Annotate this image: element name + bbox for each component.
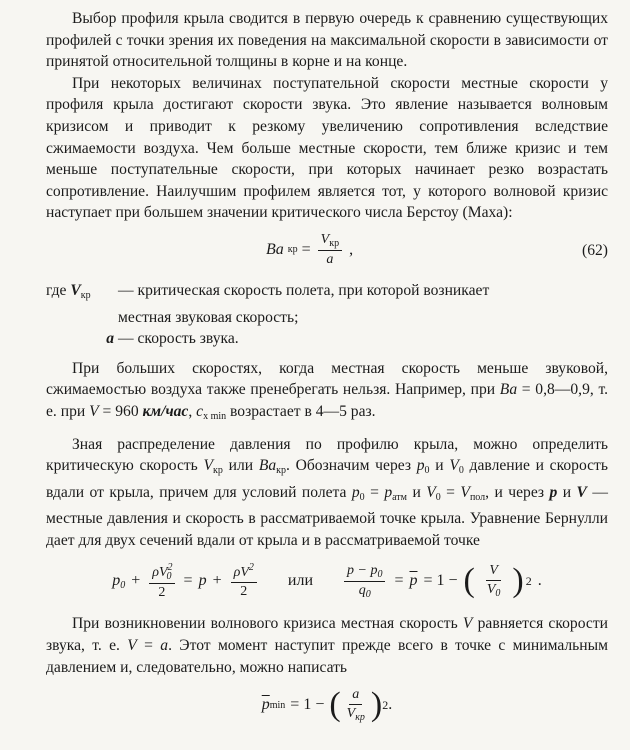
- bern-pbar: $\overline{p}$: [409, 572, 418, 590]
- p4-t9: , и через: [485, 483, 550, 501]
- bern-frac-3: [344, 563, 385, 600]
- pmin-den-v: V: [346, 706, 356, 722]
- p4-v0b: V: [426, 483, 436, 501]
- bern-rho-sup: 2: [167, 561, 173, 573]
- p5-a: a: [160, 637, 169, 655]
- bern-pow: 2: [525, 573, 532, 588]
- vkr-symbol: V: [70, 281, 81, 299]
- p3-t5: возрастает в 4—5 раз.: [226, 402, 376, 420]
- eq62-num-v: V: [320, 231, 330, 247]
- bern-plus-2: +: [212, 572, 222, 590]
- paragraph-profile-choice: Выбор профиля крыла сводится в первую очередь к сравнению существующих профилей с точки зрения их поведения на максимальной скорости в зависимости от принятой относительной толщины в корне и на конце.: [46, 10, 608, 71]
- bern-frac-1-den: 2: [158, 584, 166, 600]
- p4-t5: давление и скорость вдали от крыла, причем для условий полета: [46, 457, 608, 501]
- bern-paren-close: ): [512, 562, 524, 600]
- p3-cx-sub: x min: [203, 410, 227, 422]
- p3-ba: Ba: [499, 381, 518, 399]
- bern-eq-1: =: [183, 572, 193, 590]
- paragraph-compressibility: [46, 358, 608, 428]
- bern-rho2: ρV: [233, 565, 249, 581]
- pmin-equation: [46, 680, 608, 730]
- pmin-paren-close: ): [370, 686, 383, 724]
- bern-frac-2-num: [231, 562, 257, 583]
- p4-t10: и: [557, 483, 577, 501]
- eq62-numerator: [318, 232, 342, 251]
- bern-p0-sub: 0: [120, 579, 126, 591]
- p4-v0b-sub: 0: [435, 491, 441, 503]
- pmin-den-sub: кр: [355, 712, 365, 724]
- bern-eq-3: = 1 −: [423, 572, 458, 590]
- p4-patm: p: [384, 483, 393, 501]
- p4-t1: Зная распределение давления по профилю крыла, можно определить критическую скорость: [46, 435, 608, 475]
- bern-p: p: [198, 572, 207, 590]
- a-text: — скорость звука.: [118, 330, 239, 348]
- bern-frac-3-num-text: p − p: [347, 562, 378, 578]
- bern-rho: ρV: [152, 564, 168, 580]
- bern-rho2-sup: 2: [248, 562, 254, 574]
- p4-vv: V: [576, 483, 587, 501]
- a-lead: [46, 328, 118, 350]
- eq62-comma: ,: [349, 240, 354, 258]
- vkr-sub: кр: [80, 289, 91, 301]
- a-symbol: a: [106, 330, 114, 348]
- pmin-p: $\overline{p}$: [261, 696, 270, 714]
- p5-t2: равняется скорости звука, т. е.: [46, 615, 609, 655]
- paragraph-wave-crisis: При некоторых величинах поступательной скорости местные скорости у профиля крыла достигают скорости звука. Это явление называется волновым кризисом и приводит к резкому увеличению сопротивления вследствие сжимаемости воздуха. Чем больше местные скорости, тем ближе кризис и тем меньше поступательные скорости, при которых начинает резко возрастать сопротивление. Наилучшим профилем является тот, у которого волновой кризис наступает при большем значении критического числа Берстоу (Маха):: [46, 74, 608, 222]
- bern-frac-3-den: [356, 582, 374, 600]
- p5-v: V: [462, 615, 473, 633]
- p4-vpol: V: [460, 483, 470, 501]
- eq62-denominator: a: [326, 251, 334, 267]
- p4-ba: Ba: [258, 457, 277, 475]
- pmin-pow: 2: [382, 697, 389, 712]
- bern-paren-open: (: [463, 562, 475, 600]
- p5-t4: . Этот момент наступит прежде всего в точке с минимальным давлением и, следовательно, можно написать: [46, 637, 608, 676]
- paragraph-crisis-onset: [46, 613, 608, 678]
- pmin-frac-num: a: [349, 687, 362, 705]
- bern-frac-3-num-sub: 0: [377, 568, 383, 580]
- p4-t8: =: [440, 483, 461, 501]
- bern-q0-sub: 0: [365, 588, 371, 600]
- p5-v2: V: [127, 637, 137, 655]
- p4-p0b-sub: 0: [359, 491, 365, 503]
- p4-t11: — местные давления и скорость в рассматриваемой точке крыла. Уравнение Бернулли дает для двух сечений вдали от крыла и в рассматриваемой точке: [46, 483, 608, 549]
- p5-t3: =: [136, 637, 161, 655]
- vkr-text-2: местная звуковая скорость;: [118, 308, 299, 326]
- vkr-text-1: — критическая скорость полета, при которой возникает: [118, 281, 490, 299]
- paragraph-bernoulli-intro: [46, 434, 608, 552]
- bern-frac-2-den: 2: [240, 584, 248, 600]
- p4-p0-sub: 0: [424, 465, 430, 477]
- bern-rho-sub: 0: [166, 570, 172, 582]
- p4-v0: V: [449, 457, 459, 475]
- bern-frac-1-num: [149, 562, 174, 584]
- pmin-frac-den: [344, 705, 368, 723]
- p4-p0b: p: [351, 483, 360, 501]
- p3-t3: = 960: [98, 402, 143, 420]
- eq62-equals: =: [301, 240, 311, 258]
- bern-frac-4-num: V: [486, 563, 501, 581]
- bern-frac-4-den: [484, 581, 504, 599]
- bern-q0: q: [358, 582, 366, 598]
- where-word: где: [46, 281, 67, 299]
- p3-cx: c: [196, 402, 204, 420]
- equation-62: [46, 228, 608, 278]
- p4-p: p: [549, 483, 558, 501]
- definition-a: [46, 328, 608, 350]
- p3-t4: ,: [188, 402, 197, 420]
- equation-number: (62): [582, 241, 608, 259]
- pmin-paren-open: (: [329, 686, 341, 724]
- bern-vden-sub: 0: [495, 588, 501, 600]
- p4-v-sub: кр: [213, 465, 223, 477]
- p3-t1: При больших скоростях, когда местная скорость меньше звуковой, сжимаемостью воздуха также пренебрегать нельзя. Например, при: [46, 359, 608, 399]
- bern-frac-4: [484, 563, 504, 599]
- pmin-eq: = 1 −: [290, 696, 325, 714]
- pmin-dot: .: [388, 696, 393, 714]
- p4-v: V: [203, 457, 214, 475]
- p4-patm-sub: атм: [392, 491, 408, 503]
- equation-62-body: [266, 232, 353, 268]
- pmin-frac: [344, 687, 368, 723]
- bern-ili: или: [287, 572, 313, 590]
- bern-frac-1: [149, 562, 174, 601]
- bern-eq-2: =: [394, 572, 404, 590]
- p5-t1: При возникновении волнового кризиса местная скорость: [72, 615, 463, 633]
- definition-vkr: [46, 280, 608, 307]
- definition-where: [46, 280, 118, 307]
- bern-plus-1: +: [131, 572, 141, 590]
- p4-t7: и: [407, 483, 427, 501]
- bernoulli-equation: [46, 555, 608, 607]
- pmin-sub: min: [269, 699, 286, 711]
- p3-v: V: [89, 402, 99, 420]
- eq62-fraction: [318, 232, 342, 268]
- bern-p0-sym: p: [112, 571, 121, 589]
- bern-vden: V: [486, 582, 496, 598]
- p4-t3: . Обозначим через: [286, 457, 417, 475]
- p4-v0-sub: 0: [458, 465, 464, 477]
- p3-unit: км/час: [142, 402, 189, 420]
- p4-p0: p: [416, 457, 425, 475]
- bern-frac-3-num: [344, 563, 385, 582]
- p3-t2: = 0,8—0,9, т. е. при: [46, 381, 608, 420]
- p4-t4: и: [429, 457, 450, 475]
- eq62-lhs-sub: кр: [287, 244, 298, 256]
- bern-frac-2: [231, 562, 257, 600]
- eq62-lhs: Ba: [266, 240, 284, 258]
- p4-vpol-sub: пол: [469, 491, 486, 503]
- p4-t6: =: [364, 483, 385, 501]
- p4-ba-sub: кр: [276, 465, 286, 477]
- bern-p0: [112, 572, 125, 591]
- p4-t2: или: [222, 457, 259, 475]
- definitions-block: [46, 280, 608, 350]
- bern-dot: .: [537, 572, 542, 590]
- eq62-num-sub: кр: [329, 237, 340, 249]
